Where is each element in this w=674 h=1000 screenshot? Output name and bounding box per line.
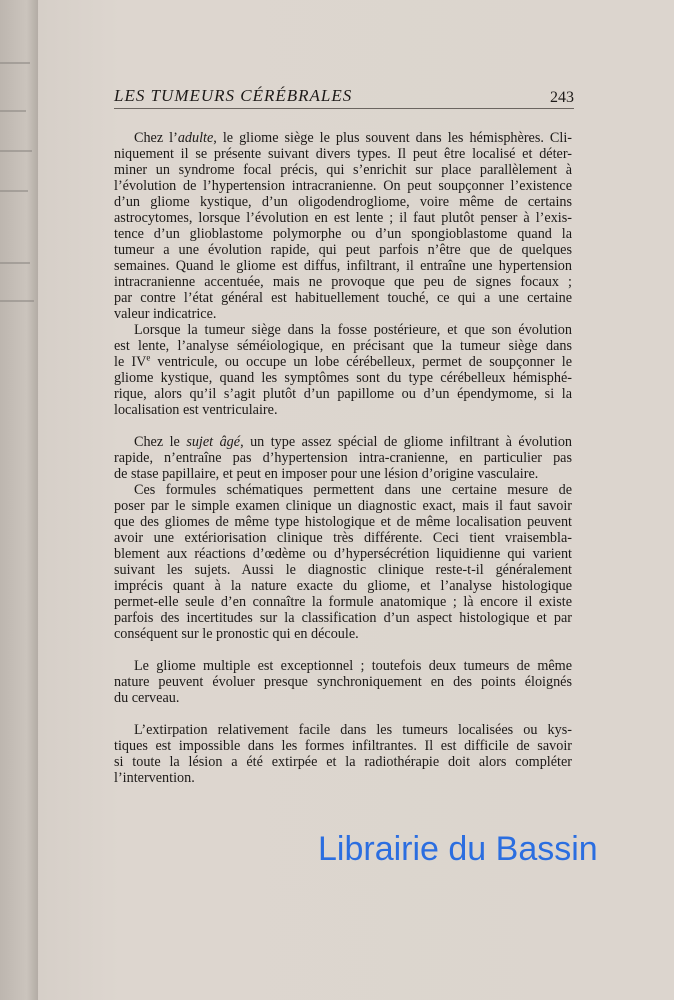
- text-line: imprécis quant à la nature exacte du gliome, et l’analyse histologique: [114, 578, 572, 594]
- paragraph: [114, 482, 572, 642]
- text-line: du cerveau.: [114, 690, 180, 706]
- running-title: LES TUMEURS CÉRÉBRALES: [114, 86, 353, 105]
- text-line: blement aux réactions d’œdème ou d’hypersécrétion liquidienne qui varient: [114, 546, 572, 562]
- paragraph: [114, 658, 572, 706]
- text-line: avoir une extériorisation clinique très différente. Ceci tient vraisembla-: [114, 530, 572, 546]
- text-line: rapide, n’entraîne pas d’hypertension intra-cranienne, en particulier pas: [114, 450, 572, 466]
- text-line: l’intervention.: [114, 770, 195, 786]
- watermark: Librairie du Bassin: [318, 830, 598, 868]
- text-line: le IVe ventricule, ou occupe un lobe cérébelleux, permet de soupçonner le: [114, 352, 572, 370]
- text-line: parfois des incertitudes sur la classification d’un aspect histologique et par: [114, 610, 572, 626]
- text-line: si toute la lésion a été extirpée et la radiothérapie doit alors compléter: [114, 754, 572, 770]
- text-line: tence d’un glioblastome polymorphe ou d’un spongioblastome quand la: [114, 226, 572, 242]
- text-line: L’extirpation relativement facile dans les tumeurs localisées ou kys-: [134, 722, 572, 738]
- text-line: Chez l’adulte, le gliome siège le plus souvent dans les hémisphères. Cli-: [134, 130, 572, 146]
- paragraph: [114, 322, 572, 418]
- text-line: nature peuvent évoluer presque synchroniquement en des points éloignés: [114, 674, 572, 690]
- paragraph: [114, 130, 572, 322]
- text-line: Le gliome multiple est exceptionnel ; toutefois deux tumeurs de même: [134, 658, 572, 674]
- text-line: que des gliomes de même type histologique et de même localisation peuvent: [114, 514, 572, 530]
- text-line: conséquent sur le pronostic qui en découle.: [114, 626, 359, 642]
- text-line: semaines. Quand le gliome est diffus, infiltrant, il entraîne une hypertension: [114, 258, 572, 274]
- page-header: [114, 86, 574, 109]
- text-line: gliome kystique, quand les symptômes sont du type cérébelleux hémisphé-: [114, 370, 572, 386]
- paragraph: [114, 722, 572, 786]
- text-line: tumeur a une évolution rapide, qui peut parfois n’être que de quelques: [114, 242, 572, 258]
- text-line: Chez le sujet âgé, un type assez spécial de gliome infiltrant à évolution: [134, 434, 573, 450]
- text-line: poser par le simple examen clinique un diagnostic exact, mais il faut savoir: [114, 498, 572, 514]
- text-line: localisation est ventriculaire.: [114, 402, 278, 418]
- text-line: miner un syndrome focal précis, qui s’enrichit sur place parallèlement à: [114, 162, 572, 178]
- adjacent-page-edge: [0, 0, 38, 1000]
- text-line: intracranienne accentuée, mais ne provoque que peu de signes focaux ;: [114, 274, 572, 290]
- text-line: valeur indicatrice.: [114, 306, 217, 322]
- text-line: par contre l’état général est habituellement touché, ce qui a une certaine: [114, 290, 572, 306]
- body-text: [114, 130, 572, 786]
- text-line: d’un gliome kystique, d’un oligodendrogliome, voire même de certains: [114, 194, 572, 210]
- text-line: permet-elle seule d’en connaître la formule anatomique ; là encore il existe: [114, 594, 572, 610]
- text-line: est lente, l’analyse séméiologique, en précisant que la tumeur siège dans: [114, 338, 572, 354]
- text-line: astrocytomes, lorsque l’évolution en est lente ; il faut plutôt penser à l’exis-: [114, 210, 572, 226]
- text-line: suivant les sujets. Aussi le diagnostic clinique reste-t-il généralement: [114, 562, 572, 578]
- text-line: de stase papillaire, et peut en imposer pour une lésion d’origine vasculaire.: [114, 466, 539, 482]
- page-number: 243: [550, 89, 574, 106]
- text-line: niquement il se présente suivant divers types. Il peut être localisé et déter-: [114, 146, 572, 162]
- paragraph: [114, 434, 572, 482]
- text-line: tiques est impossible dans les formes infiltrantes. Il est difficile de savoir: [114, 738, 572, 754]
- text-line: Ces formules schématiques permettent dans une certaine mesure de: [134, 482, 572, 498]
- text-line: l’évolution de l’hypertension intracranienne. On peut soupçonner l’existence: [114, 178, 572, 194]
- text-line: rique, alors qu’il s’agit plutôt d’un papillome ou d’un épendymome, si la: [114, 386, 572, 402]
- text-line: Lorsque la tumeur siège dans la fosse postérieure, et que son évolution: [134, 322, 572, 338]
